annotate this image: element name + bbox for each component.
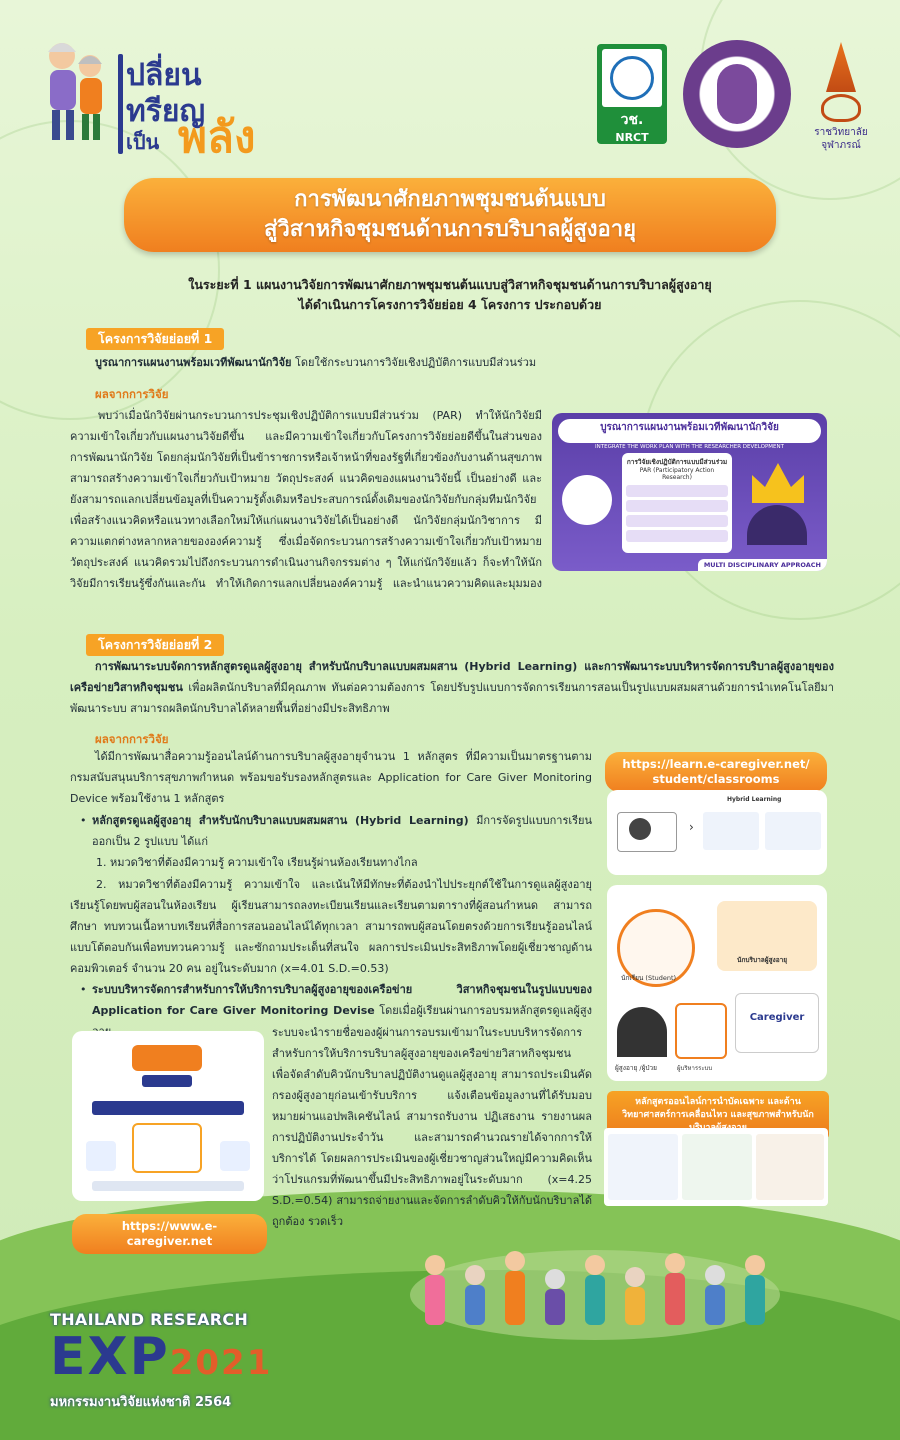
page-title: การพัฒนาศักยภาพชุมชนต้นแบบ [294,187,606,212]
project1-infographic [552,413,827,571]
page-subtitle: สู่วิสาหกิจชุมชนด้านการบริบาลผู้สูงอายุ [264,217,636,242]
system-box [675,1003,727,1059]
expo-line1: THAILAND RESEARCH [50,1310,249,1329]
project2-title [70,656,834,719]
elder-icon [617,1007,667,1057]
project1-body: พบว่าเมื่อนักวิจัยผ่านกระบวนการประชุมเชิงปฏิบัติการแบบมีส่วนร่วม (PAR) ทำให้นักวิจัยมีความเข้าใจเกี่ยวกับแผนงานวิจัยดีขึ้น และมีความเข้าใจเกี่ยวกับโครงการวิจัยย่อยดีขึ้นในส่วนของการพัฒนานักวิจัย โดยกลุ่มนักวิจัยที่เป็นข้าราชการหรือเจ้าหน้าที่ของรัฐที่เกี่ยวข้องกับงานด้านสุขภาพ สามารถสร้างความเข้าใจเกี่ยวกับเป้าหมาย วัตถุประสงค์ แนวคิดของแผนงานวิจัยนี้ เป็นอย่างดี และยังสามารถแลกเปลี่ยนข้อมูลที่เป็นความรู้ดั้งเดิมหรือประสบการณ์ดั้งเดิมของนักวิจัยกับกลุ่มทีมนักวิจัยเพื่อสร้างแนวคิดหรือแนวทางเลือกใหม่ให้แก่แผนงานวิจัยได้เป็นอย่างดี นักวิจัยกลุ่มนักวิชาการ มีความแตกต่างหลากหลายขององค์ความรู้ ซึ่งเมื่อจัดกระบวนการสร้างความเข้าใจเกี่ยวกับเป้าหมาย วัตถุประสงค์ แนวคิดรวมไปถึงกระบวนการดำเนินงานกิจกรรมต่าง ๆ ให้แก่นักวิจัยแล้ว ก็จะทำให้นักวิจัยมีการเรียนรู้ซึ่งกันและกัน ทำให้เกิดการแลกเปลี่ยนองค์ความรู้ และนำแนวความคิดและมุมมอง [70,409,542,590]
intro-text [60,275,840,315]
project2-tag: โครงการวิจัยย่อยที่ 2 [86,634,224,656]
project2-result-head: ผลจากการวิจัย [95,732,169,746]
logo-word: พลัง [178,112,256,163]
chulabhorn-logo [806,42,876,162]
intro-line: ในระยะที่ 1 แผนงานวิจัยการพัฒนาศักยภาพชุมชนต้นแบบสู่วิสาหกิจชุมชนด้านการบริบาลผู้สูงอายุ [188,277,712,292]
crown-icon [752,463,804,503]
logo-bar [118,54,123,154]
nrct-logo [597,44,667,144]
bullet1-bold: หลักสูตรดูแลผู้สูงอายุ สำหรับนักบริบาลแบบผสมผสาน (Hybrid Learning) [92,814,469,827]
infographic-title-text: บูรณาการแผนงานพร้อมเวทีพัฒนานักวิจัย [600,422,779,433]
project2-title-rest: เพื่อผลิตนักบริบาลที่มีคุณภาพ ทันต่อความต้องการ โดยปรับรูปแบบการจัดการเรียนการสอนเป็นรูปแบบผสมผสานด้วยการนำเทคโนโลยีมาพัฒนาระบบ สามารถผลิตนักบริบาลได้หลายพื้นที่อย่างมีประสิทธิภาพ [70,681,834,715]
bullet-icon: • [80,983,87,996]
nrct-en: NRCT [615,131,649,144]
bullet-icon: • [80,814,87,827]
expo-line2 [50,1327,273,1391]
ministry-emblem-icon [717,64,757,124]
ministry-logo [683,40,791,148]
nrct-thai: วช. [620,112,644,128]
app-name: Caregiver [749,1012,805,1023]
hybrid-learning-image [607,790,827,875]
infographic-subtitle: INTEGRATE THE WORK PLAN WITH THE RESEARCHER DEVELOPMENT [595,444,784,450]
chula-name: จุฬาภรณ์ [821,140,861,151]
infographic-title [558,419,821,443]
system-label: ผู้บริหารระบบ [677,1065,713,1072]
classroom-link[interactable]: https://learn.e-caregiver.net/ student/classrooms [605,752,827,792]
expo-year: 2021 [169,1343,273,1383]
app-screenshot [72,1031,264,1201]
emblem-icon [821,94,861,122]
infographic-box [622,453,732,553]
project1-title [95,352,815,373]
expo-line3: มหกรรมงานวิจัยแห่งชาติ 2564 [50,1395,232,1410]
seal-icon [610,56,654,100]
project1-title-rest: โดยใช้กระบวนการวิจัยเชิงปฏิบัติการแบบมีส่วนร่วม [291,356,537,369]
project2-item2: 2. หมวดวิชาที่ต้องมีความรู้ ความเข้าใจ และเน้นให้มีทักษะที่ต้องนำไปประยุกต์ใช้ในการดูแลผู้สูงอายุ เรียนรู้โดยพบผู้สอนในห้องเรียน ผู้เรียนสามารถลงทะเบียนเรียนและเรียนตามตารางที่ผู้สอนกำหนด สามารถศึกษา ทบทวนเนื้อหาบทเรียนที่สื่อการสอนออนไลน์ได้ทุกเวลา สามารถพบผู้สอนโดยตรงด้วยการเรียนรู้ออนไลน์แบบโต้ตอบกันเพื่อทบทวนความรู้ และซักถามประเด็นที่สนใจ ผลการประเมินประสิทธิภาพโดยผู้เชี่ยวชาญด้านคอมพิวเตอร์ จำนวน 20 คน อยู่ในระดับมาก (x=4.01 S.D.=0.53) [70,878,592,975]
student-label: นักเรียน (Student) [621,974,677,982]
project2-bullet1 [70,810,592,852]
elder-label: ผู้สูงอายุ /ผู้ป่วย [615,1064,657,1072]
caregivers-illustration [405,1235,785,1345]
app-card [735,993,819,1053]
intro-line: ได้ดำเนินการโครงการวิจัยย่อย 4 โครงการ ประกอบด้วย [298,297,602,312]
project1-title-bold: บูรณาการแผนงานพร้อมเวทีพัฒนานักวิจัย [95,356,292,369]
logo-word: ปลี่ยน [126,58,202,93]
project2-title-bold: การพัฒนาระบบจัดการหลักสูตรดูแลผู้สูงอายุ สำหรับนักบริบาลแบบผสมผสาน (Hybrid Learning) และการพัฒนาระบบบริหารจัดการบริบาลผู้สูงอายุของเครือข่ายวิสาหกิจชุมชน [70,660,834,694]
chevron-right-icon: › [689,820,694,834]
spire-icon [826,42,856,92]
caregiver-label: นักบริบาลผู้สูงอายุ [737,956,788,964]
researcher-icon [562,475,612,525]
project1-tag: โครงการวิจัยย่อยที่ 1 [86,328,224,350]
project2-body1: ได้มีการพัฒนาสื่อความรู้ออนไลน์ด้านการบริบาลผู้สูงอายุจำนวน 1 หลักสูตร ที่มีความเป็นมาตรฐานตามกรมสนับสนุนบริการสุขภาพกำหนด พร้อมขอรับรองหลักสูตรและ Application for Care Giver Monitoring Device พร้อมใช้งาน 1 หลักสูตร [70,750,592,805]
project-logo [40,30,270,163]
logo-word: เป็น [126,130,160,154]
elderly-people-icon [40,36,110,146]
app-header [132,1045,202,1071]
infographic-badge: MULTI DISCIPLINARY APPROACH [698,559,827,571]
website-link[interactable]: https://www.e-caregiver.net [72,1214,267,1254]
bullet1-rest: มีการจัดรูปแบบการเรียนออกเป็น 2 รูปแบบ ได้แก่ [92,814,592,848]
bullet2-bold: ระบบบริหารจัดการสำหรับการให้บริการบริบาลผู้สูงอายุของเครือข่าย วิสาหกิจชุมชนในรูปแบบของ Application for Care Giver Monitoring Devise [92,983,592,1017]
course-caption: หลักสูตรออนไลน์การนำบัดเฉพาะ และด้านวิทยาศาสตร์การเคลื่อนไหว และสุขภาพสำหรับนัก [607,1091,829,1140]
people-icon [747,505,807,545]
infographic-box-sub: PAR (Participatory Action Research) [639,467,715,481]
bg-circle [0,120,220,420]
project1-result-head: ผลจากการวิจัย [95,387,169,401]
project2-item1: 1. หมวดวิชาที่ต้องมีความรู้ ความเข้าใจ เรียนรู้ผ่านห้องเรียนทางไกล [96,856,418,869]
infographic-box-title: การวิจัยเชิงปฏิบัติการแบบมีส่วนร่วม [626,458,728,466]
caregiver-system-diagram [607,885,827,1081]
hybrid-label: Hybrid Learning [727,796,782,803]
thailand-research-expo-logo [50,1310,273,1425]
expo-word: EXP [50,1327,170,1387]
chula-name: ราชวิทยาลัย [814,127,868,138]
bullet2-rest: โดยเมื่อผู้เรียนผ่านการอบรมหลักสูตรดูแลผู้สูง [379,1004,592,1017]
online-course-screens [604,1128,828,1206]
project2-body3: ระบบจะนำรายชื่อของผู้ผ่านการอบรมเข้ามาในระบบบริหารจัดการสำหรับการให้บริการบริบาลผู้สูงอายุของเครือข่ายวิสาหกิจชุมชน เพื่อจัดลำดับคิวนักบริบาลปฏิบัติงานดูแลผู้สูงอายุ สามารถประเมินคัดกรองผู้สูงอายุก่อนเข้ารับบริการ แจ้งเตือนข้อมูลงานที่ได้รับมอบหมายผ่านแอปพลิเคชันไลน์ สามารถรับงาน ปฏิเสธงาน รายงานผลการปฏิบัติงานประจำวัน และสามารถคำนวณรายได้จากการให้บริการได้ โดยผลการประเมินของผู้เชี่ยวชาญส่วนใหญ่มีความคิดเห็นว่าโปรแกรมที่พัฒนาขึ้นมีประสิทธิภาพอยู่ในระดับมาก (x=4.25 S.D.=0.54) สามารถจ่ายงานและจัดการลำดับคิวให้กับนักบริบาลได้ถูกต้อง รวดเร็ว [272,1026,592,1228]
logo-word: ทรียญ [126,94,206,129]
title-banner [124,178,776,252]
